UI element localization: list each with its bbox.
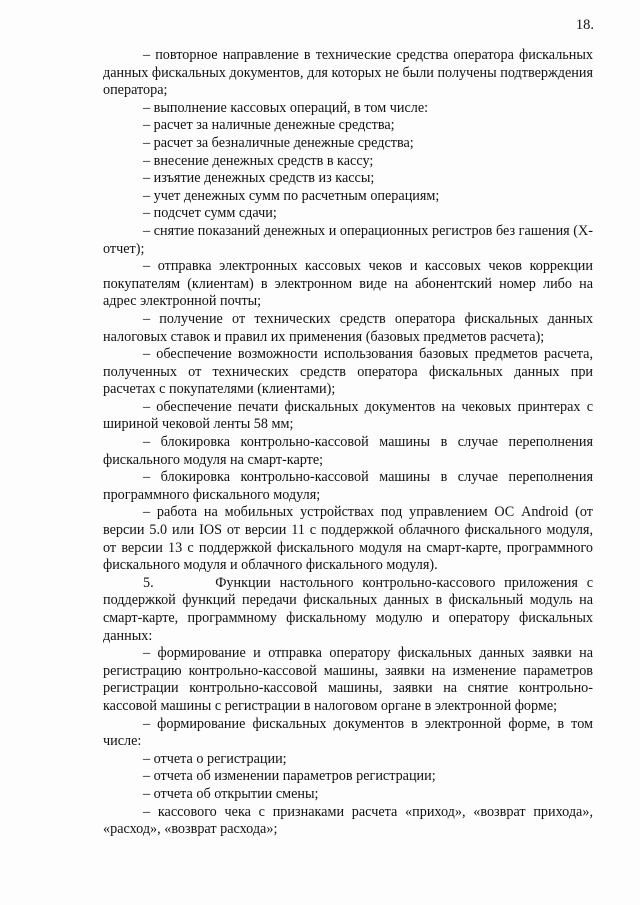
- paragraph: – обеспечение возможности использования базовых предметов расчета, полученных от технических средств оператора фискальных данных при расчетах с покупателями (клиентами);: [103, 346, 593, 398]
- paragraph: – повторное направление в технические средства оператора фискальных данных фискальных документов, для которых не были получены подтверждения оператора;: [103, 47, 593, 99]
- page-number: 18.: [575, 17, 594, 33]
- paragraph: – внесение денежных средств в кассу;: [143, 152, 374, 169]
- paragraph: – изъятие денежных средств из кассы;: [143, 170, 375, 187]
- paragraph: – подсчет сумм сдачи;: [143, 205, 277, 222]
- paragraph: – учет денежных сумм по расчетным операциям;: [143, 187, 440, 204]
- section-heading-paragraph: 5. Функции настольного контрольно-кассового приложения с поддержкой функций передачи фискальных данных в фискальный модуль на смарт-карте, программному фискальному модулю и оператору фискальных данных:: [103, 574, 593, 644]
- paragraph: – отчета об открытии смены;: [143, 785, 319, 802]
- paragraph: – отчета о регистрации;: [143, 750, 287, 767]
- paragraph: – расчет за безналичные денежные средства;: [143, 134, 414, 151]
- paragraph: – снятие показаний денежных и операционных регистров без гашения (X-отчет);: [103, 222, 593, 257]
- document-body: [103, 47, 593, 839]
- paragraph: – отправка электронных кассовых чеков и кассовых чеков коррекции покупателям (клиентам) в электронном виде на абонентский номер либо на адрес электронной почты;: [103, 258, 593, 310]
- paragraph: – кассового чека с признаками расчета «приход», «возврат прихода», «расход», «возврат расхода»;: [103, 803, 593, 838]
- paragraph: – блокировка контрольно-кассовой машины в случае переполнения фискального модуля на смарт-карте;: [103, 434, 593, 468]
- paragraph: – расчет за наличные денежные средства;: [143, 117, 395, 134]
- paragraph: – обеспечение печати фискальных документов на чековых принтерах с шириной чековой ленты 58 мм;: [103, 398, 593, 433]
- paragraph: – формирование фискальных документов в электронной форме, в том числе:: [103, 715, 593, 750]
- paragraph: – выполнение кассовых операций, в том числе:: [143, 99, 429, 116]
- paragraph: – получение от технических средств оператора фискальных данных налоговых ставок и правил их применения (базовых предметов расчета);: [103, 310, 593, 345]
- paragraph: – формирование и отправка оператору фискальных данных заявки на регистрацию контрольно-кассовой машины, заявки на изменение параметров регистрации контрольно-кассовой машины, заявки на снятие контрольно-кассовой машины с регистрации в налоговом органе в электронной форме;: [103, 645, 593, 714]
- paragraph: – работа на мобильных устройствах под управлением ОС Android (от версии 5.0 или IOS от версии 11 с поддержкой облачного фискального модуля, от версии 13 с поддержкой фискального модуля на смарт-карте, программного фискального модуля и облачного фискального модуля).: [103, 504, 593, 574]
- paragraph: – отчета об изменении параметров регистрации;: [143, 768, 436, 785]
- paragraph: – блокировка контрольно-кассовой машины в случае переполнения программного фискального модуля;: [103, 469, 593, 503]
